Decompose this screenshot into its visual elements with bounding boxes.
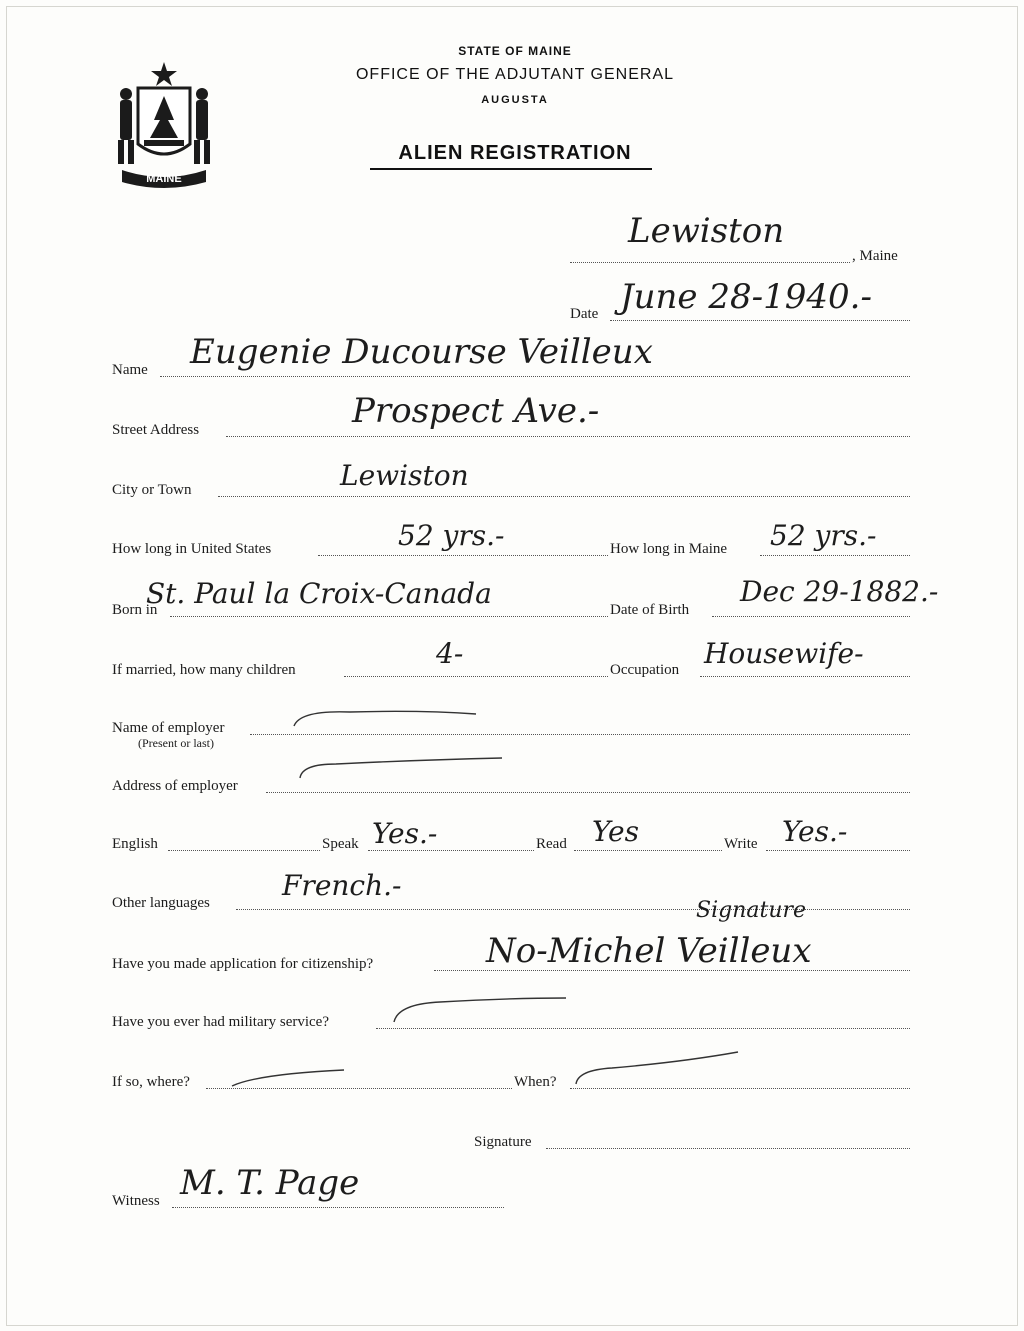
- place-suffix: , Maine: [852, 248, 898, 264]
- signature-note: Signature: [696, 898, 807, 923]
- where-label: If so, where?: [112, 1074, 190, 1090]
- city-label: City or Town: [112, 482, 192, 498]
- dob-label: Date of Birth: [610, 602, 690, 618]
- maine-value: 52 yrs.-: [770, 519, 877, 552]
- occupation-value: Housewife-: [704, 637, 864, 670]
- write-value: Yes.-: [782, 815, 848, 848]
- date-line: [610, 320, 910, 321]
- speak-line: [368, 850, 534, 851]
- other-languages-value: French.-: [282, 869, 402, 902]
- street-value: Prospect Ave.-: [352, 391, 600, 431]
- city-value: Lewiston: [340, 459, 469, 492]
- date-value: June 28-1940.-: [620, 277, 872, 317]
- witness-line: [172, 1207, 504, 1208]
- form-title: ALIEN REGISTRATION: [398, 142, 632, 164]
- read-label: Read: [536, 836, 567, 852]
- header-state: STATE OF MAINE: [458, 44, 572, 58]
- citizenship-value: No-Michel Veilleux: [486, 931, 812, 971]
- born-line: [170, 616, 608, 617]
- english-line: [168, 850, 320, 851]
- header-city: AUGUSTA: [481, 94, 549, 106]
- occupation-label: Occupation: [610, 662, 680, 678]
- date-label: Date: [570, 306, 599, 322]
- name-line: [160, 376, 910, 377]
- occupation-line: [700, 676, 910, 677]
- title-underline: [370, 168, 652, 170]
- english-label: English: [112, 836, 158, 852]
- write-label: Write: [724, 836, 758, 852]
- other-languages-line: [236, 909, 910, 910]
- us-label: How long in United States: [112, 541, 272, 557]
- signature-line: [546, 1148, 910, 1149]
- street-label: Street Address: [112, 422, 200, 438]
- dob-value: Dec 29-1882.-: [740, 575, 939, 608]
- speak-label: Speak: [322, 836, 359, 852]
- witness-label: Witness: [112, 1193, 160, 1209]
- employer-address-label: Address of employer: [112, 778, 238, 794]
- maine-label: How long in Maine: [610, 541, 728, 557]
- maine-seal-icon: [108, 58, 220, 188]
- name-value: Eugenie Ducourse Veilleux: [190, 332, 653, 372]
- where-dash-mark: [228, 1064, 348, 1090]
- other-languages-label: Other languages: [112, 895, 210, 911]
- when-line: [570, 1088, 910, 1089]
- read-value: Yes: [592, 815, 639, 848]
- employer-line: [250, 734, 910, 735]
- speak-value: Yes.-: [372, 817, 438, 850]
- employer-dash-mark: [290, 704, 480, 734]
- us-value: 52 yrs.-: [398, 519, 505, 552]
- header-office: OFFICE OF THE ADJUTANT GENERAL: [355, 66, 675, 83]
- citizenship-label: Have you made application for citizenship?: [112, 956, 374, 972]
- when-dash-mark: [572, 1048, 742, 1088]
- children-value: 4-: [436, 637, 464, 670]
- name-label: Name: [112, 362, 148, 378]
- write-line: [766, 850, 910, 851]
- employer-label: Name of employer: [112, 720, 225, 736]
- born-label: Born in: [112, 602, 158, 618]
- signature-label: Signature: [474, 1134, 532, 1150]
- seal-text: MAINE: [146, 173, 182, 185]
- maine-line: [760, 555, 910, 556]
- military-dash-mark: [390, 994, 570, 1026]
- employer-sublabel: (Present or last): [138, 736, 214, 750]
- street-line: [226, 436, 910, 437]
- us-line: [318, 555, 608, 556]
- witness-value: M. T. Page: [180, 1163, 360, 1203]
- born-value: St. Paul la Croix-Canada: [146, 577, 492, 610]
- dob-line: [712, 616, 910, 617]
- when-label: When?: [514, 1074, 557, 1090]
- children-label: If married, how many children: [112, 662, 296, 678]
- place-line: [570, 262, 850, 263]
- employer-address-dash-mark: [296, 754, 506, 784]
- city-line: [218, 496, 910, 497]
- military-line: [376, 1028, 910, 1029]
- place-value: Lewiston: [628, 211, 785, 251]
- military-label: Have you ever had military service?: [112, 1014, 329, 1030]
- children-line: [344, 676, 608, 677]
- employer-address-line: [266, 792, 910, 793]
- read-line: [574, 850, 722, 851]
